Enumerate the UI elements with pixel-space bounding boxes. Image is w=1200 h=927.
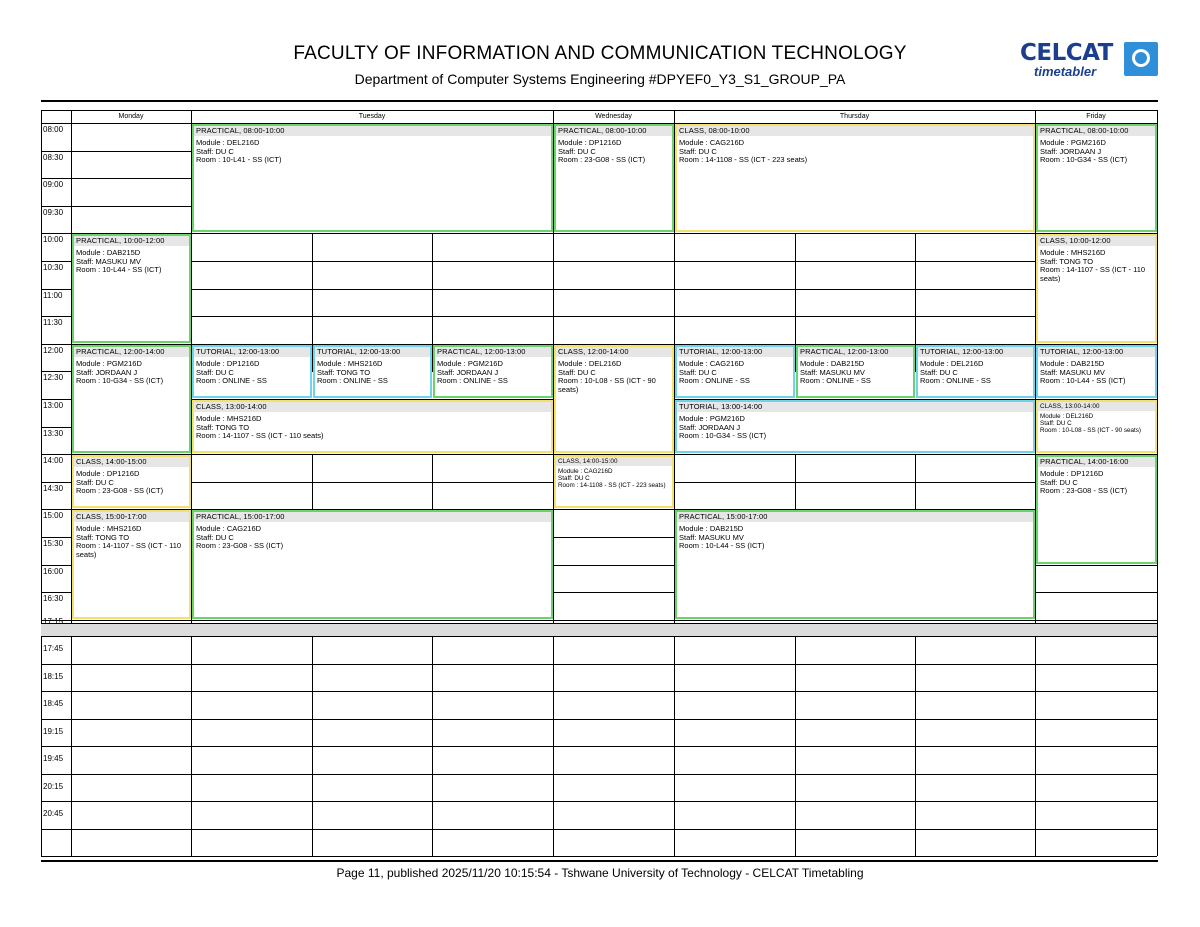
event-staff: Staff: MASUKU MV	[800, 367, 865, 377]
event-heading: TUTORIAL, 13:00-14:00	[677, 402, 1033, 412]
sub-column-divider	[432, 623, 433, 856]
row-line	[41, 746, 1157, 747]
time-label: 17:45	[43, 644, 64, 653]
event-staff: Staff: DU C	[196, 367, 234, 377]
time-label: 16:30	[43, 594, 64, 603]
event-heading: PRACTICAL, 10:00-12:00	[74, 236, 189, 246]
event-block[interactable]	[675, 345, 795, 398]
logo-tag: timetabler	[1034, 64, 1097, 79]
row-line	[41, 829, 1157, 830]
time-label: 20:45	[43, 809, 64, 818]
time-label: 10:00	[43, 235, 64, 244]
event-staff: Staff: DU C	[1040, 477, 1078, 487]
event-block[interactable]	[192, 124, 553, 232]
time-label: 09:00	[43, 180, 64, 189]
event-module: Module : DAB215D	[1040, 359, 1105, 368]
event-staff: Staff: MASUKU MV	[679, 532, 744, 542]
time-label: 14:00	[43, 456, 64, 465]
event-staff: Staff: DU C	[558, 367, 596, 377]
row-line	[41, 636, 1157, 637]
event-block[interactable]	[796, 345, 915, 398]
time-label: 19:15	[43, 727, 64, 736]
event-room: Room : 10-L44 - SS (ICT)	[1040, 376, 1126, 385]
event-block[interactable]	[1036, 234, 1157, 343]
row-line	[41, 719, 1157, 720]
event-block[interactable]	[554, 345, 674, 453]
event-block[interactable]	[554, 455, 674, 508]
event-module: Module : DP1216D	[196, 359, 260, 368]
grid-border	[1157, 110, 1158, 856]
day-header: Wednesday	[595, 113, 632, 120]
event-heading: TUTORIAL, 12:00-13:00	[1038, 347, 1155, 357]
event-room: Room : ONLINE - SS	[800, 376, 871, 385]
event-heading: CLASS, 14:00-15:00	[556, 457, 672, 466]
event-room: Room : ONLINE - SS	[679, 376, 750, 385]
event-module: Module : DP1216D	[558, 138, 622, 147]
row-line	[41, 620, 1157, 621]
event-module: Module : DEL216D	[1040, 413, 1094, 420]
event-block[interactable]	[72, 455, 191, 508]
time-label: 15:30	[43, 539, 64, 548]
event-staff: Staff: DU C	[196, 146, 234, 156]
event-module: Module : DAB215D	[800, 359, 865, 368]
event-staff: Staff: TONG TO	[317, 367, 371, 377]
time-label: 19:45	[43, 754, 64, 763]
event-block[interactable]	[675, 400, 1035, 453]
time-label: 15:00	[43, 511, 64, 520]
row-line	[41, 691, 1157, 692]
event-room: Room : 14-1108 - SS (ICT - 223 seats)	[679, 155, 808, 164]
event-module: Module : DP1216D	[76, 469, 140, 478]
event-room: Room : ONLINE - SS	[196, 376, 267, 385]
event-staff: Staff: DU C	[920, 367, 958, 377]
event-staff: Staff: TONG TO	[196, 422, 250, 432]
event-heading: TUTORIAL, 12:00-13:00	[677, 347, 793, 357]
event-module: Module : PGM216D	[76, 359, 142, 368]
sub-column-divider	[915, 623, 916, 856]
event-heading: PRACTICAL, 08:00-10:00	[194, 126, 551, 136]
event-block[interactable]	[313, 345, 432, 398]
event-block[interactable]	[72, 234, 191, 343]
row-line	[41, 261, 1157, 262]
time-label: 11:30	[43, 318, 63, 327]
event-heading: PRACTICAL, 15:00-17:00	[194, 512, 551, 522]
event-heading: CLASS, 13:00-14:00	[194, 402, 551, 412]
event-room: Room : 10-G34 - SS (ICT)	[679, 431, 767, 440]
event-staff: Staff: JORDAAN J	[437, 367, 499, 377]
event-module: Module : MHS216D	[317, 359, 383, 368]
event-block[interactable]	[916, 345, 1035, 398]
event-module: Module : PGM216D	[437, 359, 503, 368]
bottom-rule	[41, 860, 1158, 862]
event-room: Room : 10-L41 - SS (ICT)	[196, 155, 282, 164]
event-room: Room : 14-1107 - SS (ICT - 110 seats)	[1040, 265, 1146, 283]
time-label: 18:45	[43, 699, 64, 708]
row-line	[41, 801, 1157, 802]
event-staff: Staff: DU C	[76, 477, 114, 487]
event-staff: Staff: DU C	[558, 146, 596, 156]
event-room: Room : ONLINE - SS	[317, 376, 388, 385]
day-header: Thursday	[839, 113, 870, 120]
event-block[interactable]	[1036, 345, 1157, 398]
event-heading: PRACTICAL, 08:00-10:00	[556, 126, 672, 136]
row-line	[41, 664, 1157, 665]
event-module: Module : CAG216D	[679, 138, 745, 147]
event-module: Module : DAB215D	[76, 248, 141, 257]
event-block[interactable]	[1036, 455, 1157, 564]
row-line	[41, 774, 1157, 775]
event-module: Module : CAG216D	[558, 468, 613, 475]
event-module: Module : CAG216D	[196, 524, 262, 533]
event-block[interactable]	[675, 510, 1035, 619]
event-staff: Staff: JORDAAN J	[76, 367, 138, 377]
event-staff: Staff: DU C	[679, 367, 717, 377]
time-label: 12:00	[43, 346, 64, 355]
event-module: Module : PGM216D	[1040, 138, 1106, 147]
event-heading: CLASS, 08:00-10:00	[677, 126, 1033, 136]
time-label: 10:30	[43, 263, 64, 272]
event-heading: CLASS, 13:00-14:00	[1038, 402, 1155, 411]
time-label: 11:00	[43, 291, 63, 300]
page-subtitle: Department of Computer Systems Engineering #DPYEF0_Y3_S1_GROUP_PA	[354, 71, 846, 87]
sub-column-divider	[795, 623, 796, 856]
event-room: Room : 14-1108 - SS (ICT - 223 seats)	[558, 482, 666, 489]
event-module: Module : DEL216D	[196, 138, 260, 147]
event-staff: Staff: JORDAAN J	[679, 422, 741, 432]
day-header: Monday	[118, 113, 144, 120]
event-module: Module : DP1216D	[1040, 469, 1104, 478]
page-title: FACULTY OF INFORMATION AND COMMUNICATION TECHNOLOGY	[293, 43, 907, 64]
sub-column-divider	[312, 454, 313, 509]
event-heading: PRACTICAL, 14:00-16:00	[1038, 457, 1155, 467]
event-block[interactable]	[1036, 400, 1157, 453]
time-label: 13:30	[43, 429, 64, 438]
event-block[interactable]	[192, 400, 553, 453]
time-label: 12:30	[43, 373, 64, 382]
event-room: Room : 23-G08 - SS (ICT)	[196, 541, 284, 550]
event-heading: PRACTICAL, 15:00-17:00	[677, 512, 1033, 522]
event-heading: PRACTICAL, 12:00-13:00	[798, 347, 913, 357]
page-footer: Page 11, published 2025/11/20 10:15:54 - Tshwane University of Technology - CELCAT Timetabling	[336, 866, 864, 880]
sub-column-divider	[795, 454, 796, 509]
event-block[interactable]	[72, 345, 191, 453]
event-room: Room : 10-G34 - SS (ICT)	[1040, 155, 1128, 164]
day-header: Tuesday	[358, 113, 386, 120]
time-label: 20:15	[43, 782, 64, 791]
event-heading: PRACTICAL, 12:00-13:00	[435, 347, 551, 357]
row-line	[41, 233, 1157, 234]
row-line	[41, 623, 1157, 624]
event-heading: CLASS, 12:00-14:00	[556, 347, 672, 357]
sub-column-divider	[915, 454, 916, 509]
event-room: Room : 10-L08 - SS (ICT - 90 seats)	[1040, 427, 1142, 434]
event-heading: TUTORIAL, 12:00-13:00	[918, 347, 1033, 357]
event-heading: TUTORIAL, 12:00-13:00	[315, 347, 430, 357]
time-label: 14:30	[43, 484, 64, 493]
event-module: Module : DEL216D	[920, 359, 984, 368]
grey-separator	[41, 623, 1157, 636]
event-block[interactable]	[433, 345, 553, 398]
event-module: Module : DAB215D	[679, 524, 744, 533]
event-room: Room : ONLINE - SS	[920, 376, 991, 385]
event-heading: CLASS, 15:00-17:00	[74, 512, 189, 522]
event-staff: Staff: DU C	[196, 532, 234, 542]
row-line	[41, 316, 1157, 317]
event-module: Module : CAG216D	[679, 359, 745, 368]
event-room: Room : 10-G34 - SS (ICT)	[76, 376, 164, 385]
event-block[interactable]	[1036, 124, 1157, 232]
day-header: Friday	[1086, 113, 1106, 120]
event-staff: Staff: MASUKU MV	[1040, 367, 1105, 377]
event-module: Module : MHS216D	[196, 414, 262, 423]
event-heading: PRACTICAL, 12:00-14:00	[74, 347, 189, 357]
time-label: 16:00	[43, 567, 64, 576]
event-room: Room : ONLINE - SS	[437, 376, 508, 385]
event-staff: Staff: DU C	[558, 475, 590, 482]
event-room: Room : 23-G08 - SS (ICT)	[558, 155, 646, 164]
event-module: Module : MHS216D	[1040, 248, 1106, 257]
event-module: Module : DEL216D	[558, 359, 622, 368]
time-label: 18:15	[43, 672, 64, 681]
time-label: 17:15	[43, 617, 64, 626]
sub-column-divider	[432, 454, 433, 509]
event-staff: Staff: JORDAAN J	[1040, 146, 1102, 156]
event-block[interactable]	[72, 510, 191, 619]
event-staff: Staff: DU C	[679, 146, 717, 156]
event-room: Room : 14-1107 - SS (ICT - 110 seats)	[76, 541, 182, 559]
event-room: Room : 10-L44 - SS (ICT)	[76, 265, 162, 274]
event-staff: Staff: TONG TO	[76, 532, 130, 542]
grid-border	[41, 110, 42, 856]
event-heading: CLASS, 14:00-15:00	[74, 457, 189, 467]
event-staff: Staff: MASUKU MV	[76, 256, 141, 266]
event-heading: TUTORIAL, 12:00-13:00	[194, 347, 310, 357]
time-label: 08:00	[43, 125, 64, 134]
sub-column-divider	[312, 623, 313, 856]
event-module: Module : MHS216D	[76, 524, 142, 533]
event-heading: CLASS, 10:00-12:00	[1038, 236, 1155, 246]
event-room: Room : 10-L08 - SS (ICT - 90 seats)	[558, 376, 656, 394]
event-block[interactable]	[675, 124, 1035, 232]
time-label: 13:00	[43, 401, 64, 410]
event-block[interactable]	[192, 510, 553, 619]
event-room: Room : 23-G08 - SS (ICT)	[1040, 486, 1128, 495]
row-line	[41, 856, 1157, 857]
event-room: Room : 10-L44 - SS (ICT)	[679, 541, 765, 550]
event-room: Room : 23-G08 - SS (ICT)	[76, 486, 164, 495]
event-block[interactable]	[554, 124, 674, 232]
time-label: 09:30	[43, 208, 64, 217]
event-module: Module : PGM216D	[679, 414, 745, 423]
event-staff: Staff: DU C	[1040, 420, 1072, 427]
time-label: 08:30	[43, 153, 64, 162]
event-room: Room : 14-1107 - SS (ICT - 110 seats)	[196, 431, 324, 440]
event-block[interactable]	[192, 345, 312, 398]
row-line	[41, 289, 1157, 290]
event-heading: PRACTICAL, 08:00-10:00	[1038, 126, 1155, 136]
event-staff: Staff: TONG TO	[1040, 256, 1094, 266]
logo-word: CELCAT	[1020, 40, 1113, 66]
